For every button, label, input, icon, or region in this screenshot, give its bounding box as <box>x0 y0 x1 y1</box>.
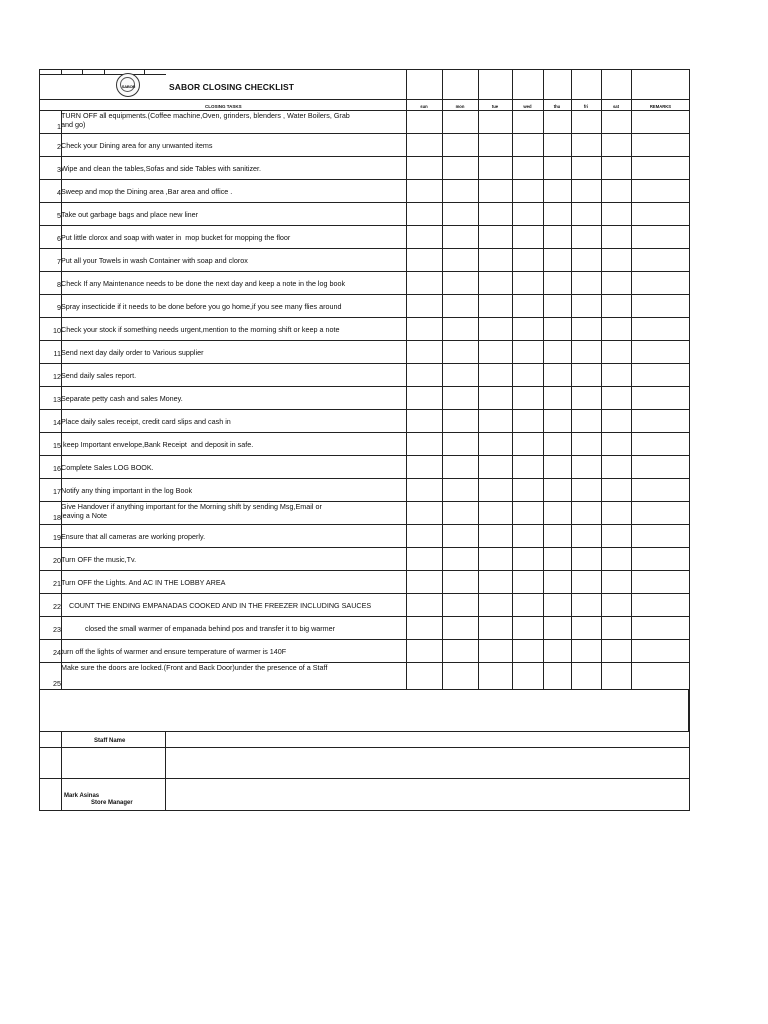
remarks-cell[interactable] <box>632 249 689 270</box>
task-text: Put all your Towels in wash Container with soap and clorox <box>61 256 248 265</box>
check-cell-thu[interactable] <box>544 617 570 638</box>
task-text: Separate petty cash and sales Money. <box>61 394 183 403</box>
check-cell-mon[interactable] <box>443 111 477 132</box>
header-underline <box>39 74 166 75</box>
check-cell-thu[interactable] <box>544 272 570 293</box>
footer-col-line <box>61 731 62 811</box>
check-cell-sat[interactable] <box>602 640 630 661</box>
check-cell-sat[interactable] <box>602 479 630 500</box>
task-text: closed the small warmer of empanada behind pos and transfer it to big warmer <box>61 624 336 633</box>
check-cell-mon[interactable] <box>443 341 477 362</box>
check-cell-tue[interactable] <box>479 157 511 178</box>
task-number: 7 <box>57 257 61 266</box>
task-number: 20 <box>53 556 61 565</box>
check-cell-sat[interactable] <box>602 663 630 689</box>
check-cell-mon[interactable] <box>443 180 477 201</box>
check-cell-thu[interactable] <box>544 226 570 247</box>
task-number: 9 <box>57 303 61 312</box>
check-cell-mon[interactable] <box>443 479 477 500</box>
check-cell-sun[interactable] <box>407 594 441 615</box>
check-cell-sat[interactable] <box>602 226 630 247</box>
check-cell-fri[interactable] <box>572 571 600 592</box>
day-header-wed: wed <box>523 104 532 109</box>
staff-name-label: Staff Name <box>94 738 126 744</box>
check-cell-tue[interactable] <box>479 502 511 523</box>
check-cell-fri[interactable] <box>572 433 600 454</box>
check-cell-tue[interactable] <box>479 617 511 638</box>
check-cell-tue[interactable] <box>479 571 511 592</box>
task-text: Place daily sales receipt, credit card slips and cash in <box>61 417 231 426</box>
check-cell-thu[interactable] <box>544 341 570 362</box>
check-cell-fri[interactable] <box>572 180 600 201</box>
check-cell-mon[interactable] <box>443 617 477 638</box>
check-cell-tue[interactable] <box>479 318 511 339</box>
check-cell-tue[interactable] <box>479 249 511 270</box>
remarks-cell[interactable] <box>632 663 689 689</box>
check-cell-fri[interactable] <box>572 663 600 689</box>
check-cell-tue[interactable] <box>479 640 511 661</box>
check-cell-tue[interactable] <box>479 410 511 431</box>
task-text: turn off the lights of warmer and ensure temperature of warmer is 140F <box>61 647 287 656</box>
check-cell-sun[interactable] <box>407 341 441 362</box>
manager-name: Mark Asinas <box>64 793 100 799</box>
check-cell-mon[interactable] <box>443 525 477 546</box>
page-title: SABOR CLOSING CHECKLIST <box>169 82 295 92</box>
check-cell-mon[interactable] <box>443 410 477 431</box>
check-cell-wed[interactable] <box>513 111 542 132</box>
check-cell-wed[interactable] <box>513 364 542 385</box>
task-number: 25 <box>53 679 61 688</box>
check-cell-sat[interactable] <box>602 502 630 523</box>
check-cell-tue[interactable] <box>479 111 511 132</box>
remarks-cell[interactable] <box>632 272 689 293</box>
check-cell-wed[interactable] <box>513 318 542 339</box>
closing-checklist-sheet <box>39 69 690 811</box>
check-cell-sat[interactable] <box>602 617 630 638</box>
check-cell-thu[interactable] <box>544 387 570 408</box>
remarks-cell[interactable] <box>632 456 689 477</box>
check-cell-sat[interactable] <box>602 341 630 362</box>
check-cell-sat[interactable] <box>602 180 630 201</box>
remarks-cell[interactable] <box>632 203 689 224</box>
check-cell-wed[interactable] <box>513 410 542 431</box>
check-cell-thu[interactable] <box>544 663 570 689</box>
task-text: Check If any Maintenance needs to be done the next day and keep a note in the log book <box>61 279 346 288</box>
task-number: 3 <box>57 165 61 174</box>
check-cell-fri[interactable] <box>572 502 600 523</box>
remarks-header: REMARKS <box>649 104 672 109</box>
remarks-cell[interactable] <box>632 410 689 431</box>
remarks-cell[interactable] <box>632 295 689 316</box>
check-cell-sun[interactable] <box>407 571 441 592</box>
check-cell-wed[interactable] <box>513 594 542 615</box>
task-number: 2 <box>57 142 61 151</box>
manager-title: Store Manager <box>91 800 133 806</box>
check-cell-mon[interactable] <box>443 203 477 224</box>
check-cell-sat[interactable] <box>602 525 630 546</box>
task-text: Send daily sales report. <box>61 371 137 380</box>
task-text: Wipe and clean the tables,Sofas and side Tables with sanitizer. <box>61 164 262 173</box>
check-cell-thu[interactable] <box>544 180 570 201</box>
check-cell-sun[interactable] <box>407 226 441 247</box>
day-header-sat: sat <box>612 104 620 109</box>
check-cell-wed[interactable] <box>513 548 542 569</box>
check-cell-tue[interactable] <box>479 594 511 615</box>
check-cell-tue[interactable] <box>479 433 511 454</box>
check-cell-sun[interactable] <box>407 433 441 454</box>
check-cell-thu[interactable] <box>544 364 570 385</box>
task-text: Take out garbage bags and place new liner <box>61 210 199 219</box>
task-text: keep Important envelope,Bank Receipt and deposit in safe. <box>61 440 254 449</box>
task-number: 18 <box>53 513 61 522</box>
check-cell-mon[interactable] <box>443 364 477 385</box>
task-number: 1 <box>57 122 61 131</box>
check-cell-sun[interactable] <box>407 111 441 132</box>
check-cell-tue[interactable] <box>479 226 511 247</box>
check-cell-wed[interactable] <box>513 134 542 155</box>
check-cell-tue[interactable] <box>479 525 511 546</box>
check-cell-mon[interactable] <box>443 249 477 270</box>
check-cell-sun[interactable] <box>407 295 441 316</box>
task-text: COUNT THE ENDING EMPANADAS COOKED AND IN THE FREEZER INCLUDING SAUCES <box>61 601 372 610</box>
check-cell-sun[interactable] <box>407 617 441 638</box>
task-text: Notify any thing important in the log Book <box>61 486 193 495</box>
task-number: 19 <box>53 533 61 542</box>
check-cell-fri[interactable] <box>572 456 600 477</box>
check-cell-mon[interactable] <box>443 456 477 477</box>
check-cell-fri[interactable] <box>572 525 600 546</box>
check-cell-sat[interactable] <box>602 111 630 132</box>
check-cell-sat[interactable] <box>602 318 630 339</box>
check-cell-sun[interactable] <box>407 249 441 270</box>
check-cell-fri[interactable] <box>572 594 600 615</box>
check-cell-tue[interactable] <box>479 341 511 362</box>
check-cell-wed[interactable] <box>513 157 542 178</box>
check-cell-mon[interactable] <box>443 318 477 339</box>
check-cell-tue[interactable] <box>479 479 511 500</box>
day-header-thu: thu <box>553 104 561 109</box>
task-text: Spray insecticide if it needs to be done before you go home,if you see many flies around <box>61 302 342 311</box>
task-number: 23 <box>53 625 61 634</box>
remarks-cell[interactable] <box>632 525 689 546</box>
check-cell-thu[interactable] <box>544 571 570 592</box>
check-cell-sat[interactable] <box>602 249 630 270</box>
check-cell-fri[interactable] <box>572 226 600 247</box>
check-cell-mon[interactable] <box>443 272 477 293</box>
check-cell-sun[interactable] <box>407 134 441 155</box>
check-cell-sun[interactable] <box>407 663 441 689</box>
sabor-logo <box>116 73 140 97</box>
remarks-cell[interactable] <box>632 617 689 638</box>
check-cell-sat[interactable] <box>602 410 630 431</box>
manager-signature-field[interactable] <box>166 779 689 810</box>
check-cell-sun[interactable] <box>407 410 441 431</box>
remarks-cell[interactable] <box>632 502 689 523</box>
task-text: Turn OFF the music,Tv. <box>61 555 137 564</box>
check-cell-tue[interactable] <box>479 295 511 316</box>
remarks-cell[interactable] <box>632 134 689 155</box>
check-cell-mon[interactable] <box>443 157 477 178</box>
check-cell-sat[interactable] <box>602 548 630 569</box>
task-number: 12 <box>53 372 61 381</box>
check-cell-sat[interactable] <box>602 433 630 454</box>
task-text: Ensure that all cameras are working properly. <box>61 532 206 541</box>
check-cell-fri[interactable] <box>572 295 600 316</box>
task-number: 13 <box>53 395 61 404</box>
task-number: 4 <box>57 188 61 197</box>
check-cell-sat[interactable] <box>602 157 630 178</box>
check-cell-sun[interactable] <box>407 157 441 178</box>
check-cell-tue[interactable] <box>479 364 511 385</box>
check-cell-tue[interactable] <box>479 387 511 408</box>
check-cell-wed[interactable] <box>513 640 542 661</box>
check-cell-mon[interactable] <box>443 387 477 408</box>
check-cell-thu[interactable] <box>544 502 570 523</box>
remarks-cell[interactable] <box>632 111 689 132</box>
task-text: Check your Dining area for any unwanted items <box>61 141 213 150</box>
notes-box[interactable] <box>39 689 690 732</box>
task-text: TURN OFF all equipments.(Coffee machine,Oven, grinders, blenders , Water Boilers, Grab and go) <box>61 111 350 129</box>
check-cell-wed[interactable] <box>513 663 542 689</box>
check-cell-mon[interactable] <box>443 594 477 615</box>
check-cell-thu[interactable] <box>544 318 570 339</box>
check-cell-wed[interactable] <box>513 226 542 247</box>
task-number: 15 <box>53 441 61 450</box>
check-cell-sun[interactable] <box>407 640 441 661</box>
task-number: 17 <box>53 487 61 496</box>
check-cell-thu[interactable] <box>544 134 570 155</box>
check-cell-mon[interactable] <box>443 433 477 454</box>
remarks-cell[interactable] <box>632 571 689 592</box>
check-cell-fri[interactable] <box>572 640 600 661</box>
check-cell-thu[interactable] <box>544 525 570 546</box>
check-cell-sun[interactable] <box>407 502 441 523</box>
check-cell-fri[interactable] <box>572 341 600 362</box>
remarks-cell[interactable] <box>632 364 689 385</box>
check-cell-thu[interactable] <box>544 295 570 316</box>
check-cell-tue[interactable] <box>479 203 511 224</box>
task-number: 22 <box>53 602 61 611</box>
staff-name-field[interactable] <box>166 748 689 778</box>
day-header-fri: fri <box>583 104 589 109</box>
check-cell-wed[interactable] <box>513 433 542 454</box>
check-cell-thu[interactable] <box>544 433 570 454</box>
remarks-cell[interactable] <box>632 433 689 454</box>
check-cell-mon[interactable] <box>443 640 477 661</box>
day-header-sun: sun <box>420 104 428 109</box>
remarks-cell[interactable] <box>632 157 689 178</box>
check-cell-sun[interactable] <box>407 456 441 477</box>
check-cell-sat[interactable] <box>602 456 630 477</box>
task-number: 6 <box>57 234 61 243</box>
check-cell-tue[interactable] <box>479 456 511 477</box>
remarks-cell[interactable] <box>632 341 689 362</box>
check-cell-thu[interactable] <box>544 548 570 569</box>
check-cell-fri[interactable] <box>572 479 600 500</box>
check-cell-mon[interactable] <box>443 663 477 689</box>
check-cell-sun[interactable] <box>407 548 441 569</box>
check-cell-mon[interactable] <box>443 548 477 569</box>
header-divider <box>39 99 690 100</box>
task-number: 16 <box>53 464 61 473</box>
check-cell-thu[interactable] <box>544 111 570 132</box>
check-cell-thu[interactable] <box>544 479 570 500</box>
check-cell-sat[interactable] <box>602 387 630 408</box>
check-cell-mon[interactable] <box>443 571 477 592</box>
check-cell-mon[interactable] <box>443 134 477 155</box>
check-cell-fri[interactable] <box>572 249 600 270</box>
check-cell-tue[interactable] <box>479 548 511 569</box>
task-number: 5 <box>57 211 61 220</box>
check-cell-wed[interactable] <box>513 295 542 316</box>
remarks-cell[interactable] <box>632 479 689 500</box>
check-cell-sun[interactable] <box>407 203 441 224</box>
day-header-tue: tue <box>491 104 499 109</box>
check-cell-wed[interactable] <box>513 387 542 408</box>
check-cell-fri[interactable] <box>572 410 600 431</box>
check-cell-sat[interactable] <box>602 571 630 592</box>
check-cell-thu[interactable] <box>544 203 570 224</box>
remarks-cell[interactable] <box>632 226 689 247</box>
check-cell-sun[interactable] <box>407 272 441 293</box>
day-header-mon: mon <box>455 104 465 109</box>
task-text: Make sure the doors are locked.(Front and Back Door)under the presence of a Staff <box>61 663 328 672</box>
check-cell-sun[interactable] <box>407 387 441 408</box>
check-cell-tue[interactable] <box>479 663 511 689</box>
check-cell-wed[interactable] <box>513 479 542 500</box>
check-cell-fri[interactable] <box>572 203 600 224</box>
check-cell-wed[interactable] <box>513 502 542 523</box>
check-cell-sun[interactable] <box>407 525 441 546</box>
check-cell-thu[interactable] <box>544 456 570 477</box>
check-cell-fri[interactable] <box>572 364 600 385</box>
check-cell-mon[interactable] <box>443 226 477 247</box>
task-text: Check your stock if something needs urgent,mention to the morning shift or keep a note <box>61 325 340 334</box>
check-cell-fri[interactable] <box>572 272 600 293</box>
check-cell-thu[interactable] <box>544 640 570 661</box>
check-cell-sat[interactable] <box>602 134 630 155</box>
task-number: 14 <box>53 418 61 427</box>
logo-text: SABOR <box>121 84 136 89</box>
remarks-cell[interactable] <box>632 640 689 661</box>
check-cell-fri[interactable] <box>572 387 600 408</box>
check-cell-fri[interactable] <box>572 134 600 155</box>
check-cell-sun[interactable] <box>407 479 441 500</box>
check-cell-sun[interactable] <box>407 364 441 385</box>
check-cell-wed[interactable] <box>513 203 542 224</box>
check-cell-sun[interactable] <box>407 180 441 201</box>
check-cell-thu[interactable] <box>544 410 570 431</box>
check-cell-wed[interactable] <box>513 617 542 638</box>
task-text: Give Handover if anything important for the Morning shift by sending Msg,Email or leaving a Note <box>61 502 322 520</box>
check-cell-mon[interactable] <box>443 502 477 523</box>
task-number: 24 <box>53 648 61 657</box>
task-text: Complete Sales LOG BOOK. <box>61 463 154 472</box>
check-cell-fri[interactable] <box>572 111 600 132</box>
remarks-cell[interactable] <box>632 387 689 408</box>
task-text: Send next day daily order to Various supplier <box>61 348 204 357</box>
check-cell-fri[interactable] <box>572 157 600 178</box>
check-cell-fri[interactable] <box>572 318 600 339</box>
task-number: 10 <box>53 326 61 335</box>
check-cell-fri[interactable] <box>572 548 600 569</box>
check-cell-sat[interactable] <box>602 203 630 224</box>
closing-tasks-header: CLOSING TASKS <box>205 104 242 109</box>
check-cell-wed[interactable] <box>513 272 542 293</box>
task-text: Put little clorox and soap with water in mop bucket for mopping the floor <box>61 233 291 242</box>
check-cell-mon[interactable] <box>443 295 477 316</box>
task-text: Sweep and mop the Dining area ,Bar area and office . <box>61 187 233 196</box>
check-cell-wed[interactable] <box>513 180 542 201</box>
remarks-cell[interactable] <box>632 594 689 615</box>
check-cell-wed[interactable] <box>513 249 542 270</box>
check-cell-wed[interactable] <box>513 571 542 592</box>
check-cell-thu[interactable] <box>544 594 570 615</box>
remarks-cell[interactable] <box>632 318 689 339</box>
task-number: 11 <box>53 349 61 358</box>
task-number: 8 <box>57 280 61 289</box>
check-cell-sat[interactable] <box>602 272 630 293</box>
task-number: 21 <box>53 579 61 588</box>
check-cell-thu[interactable] <box>544 249 570 270</box>
check-cell-tue[interactable] <box>479 180 511 201</box>
check-cell-sat[interactable] <box>602 295 630 316</box>
remarks-cell[interactable] <box>632 548 689 569</box>
check-cell-wed[interactable] <box>513 341 542 362</box>
check-cell-wed[interactable] <box>513 456 542 477</box>
remarks-cell[interactable] <box>632 180 689 201</box>
check-cell-tue[interactable] <box>479 272 511 293</box>
check-cell-wed[interactable] <box>513 525 542 546</box>
check-cell-fri[interactable] <box>572 617 600 638</box>
check-cell-thu[interactable] <box>544 157 570 178</box>
check-cell-sun[interactable] <box>407 318 441 339</box>
check-cell-tue[interactable] <box>479 134 511 155</box>
check-cell-sat[interactable] <box>602 364 630 385</box>
task-text: Turn OFF the Lights. And AC IN THE LOBBY AREA <box>61 578 226 587</box>
check-cell-sat[interactable] <box>602 594 630 615</box>
